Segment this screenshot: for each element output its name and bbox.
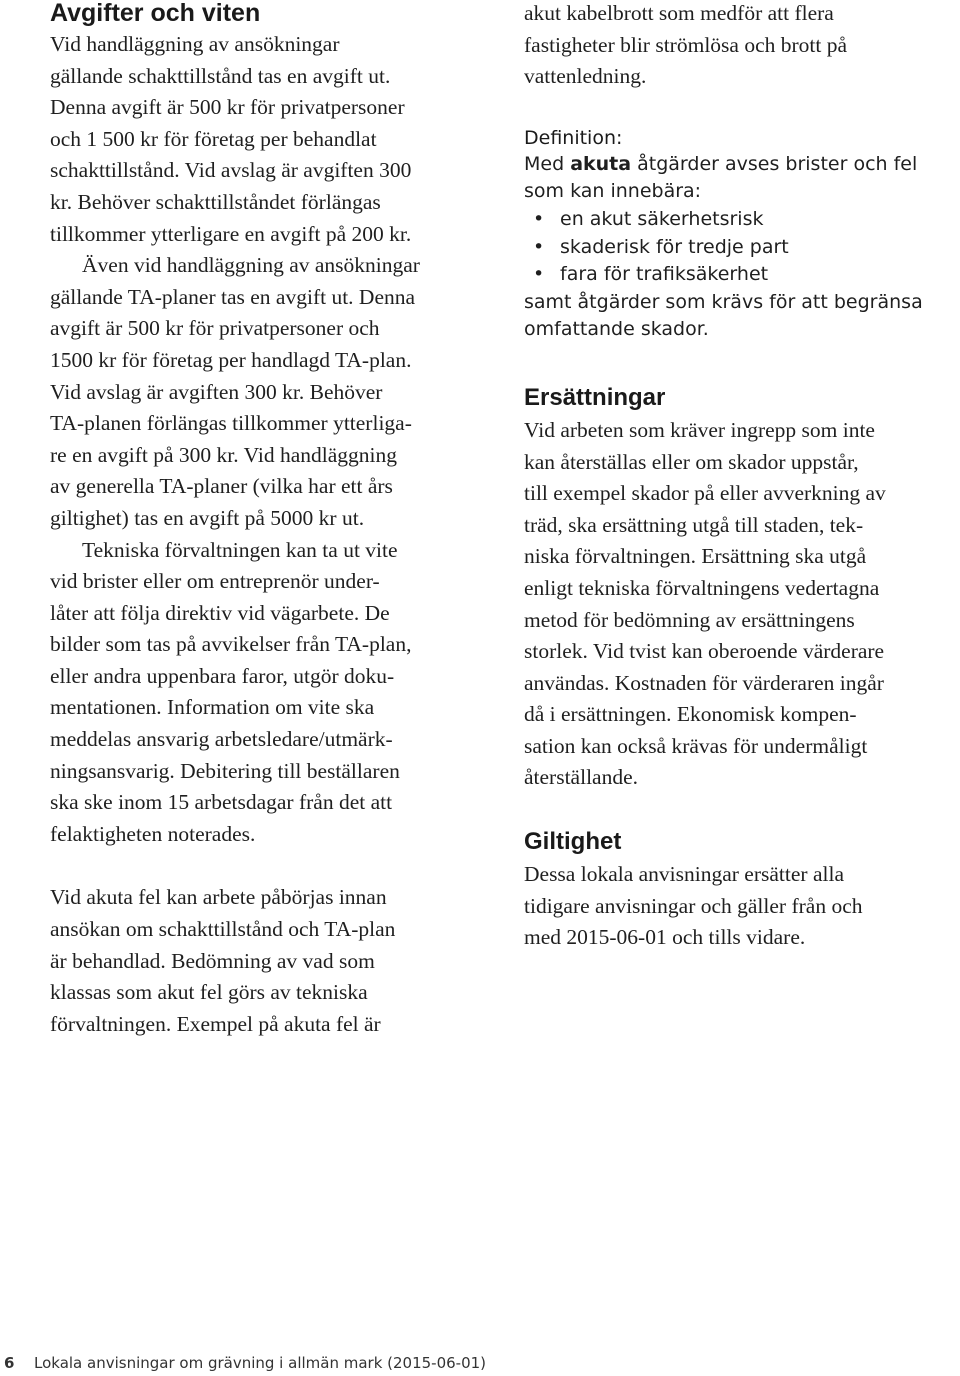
text-line: då i ersättningen. Ekonomisk kompen- bbox=[524, 702, 857, 727]
paragraph-schakttillstand-fees bbox=[50, 29, 490, 250]
bullet-icon: • bbox=[533, 207, 545, 230]
text-line: vattenledning. bbox=[524, 64, 647, 89]
text-line: kr. Behöver schakttillståndet förlängas bbox=[50, 189, 381, 214]
text-line: Vid handläggning av ansökningar bbox=[50, 32, 340, 56]
text-line: tidigare anvisningar och gäller från och bbox=[524, 893, 863, 918]
term-akuta: akuta bbox=[570, 152, 632, 175]
paragraph-vite bbox=[50, 535, 490, 851]
bullet-icon: • bbox=[533, 235, 545, 258]
text-line: återställande. bbox=[524, 765, 639, 790]
right-column bbox=[524, 0, 960, 954]
list-item bbox=[524, 206, 960, 234]
definition-intro-line2: som kan innebära: bbox=[524, 180, 702, 203]
text-line: gällande TA-planer tas en avgift ut. Denna bbox=[50, 284, 416, 309]
text-line: ansökan om schakttillstånd och TA-plan bbox=[50, 917, 396, 942]
definition-bullet-list bbox=[524, 206, 960, 289]
text-line: re en avgift på 300 kr. Vid handläggning bbox=[50, 442, 398, 467]
text-line: och 1 500 kr för företag per behandlat bbox=[50, 126, 377, 151]
text-line: Även vid handläggning av ansökningar bbox=[82, 253, 420, 278]
text-line: är behandlad. Bedömning av vad som bbox=[50, 948, 375, 973]
paragraph-giltighet bbox=[524, 859, 960, 954]
footer-title: Lokala anvisningar om grävning i allmän mark (2015-06-01) bbox=[34, 1354, 487, 1372]
text-line: fastigheter blir strömlösa och brott på bbox=[524, 32, 848, 57]
left-column bbox=[50, 0, 490, 1040]
heading-ersattningar: Ersättningar bbox=[524, 383, 666, 411]
text-line: kan återställas eller om skador uppstår, bbox=[524, 449, 859, 474]
text-line: till exempel skador på eller avverkning av bbox=[524, 481, 886, 506]
text-line: tillkommer ytterligare en avgift på 200 kr. bbox=[50, 221, 412, 246]
list-item bbox=[524, 234, 960, 262]
definition-heading: Definition: bbox=[524, 126, 623, 149]
bullet-text: fara för trafiksäkerhet bbox=[560, 263, 769, 286]
text-line: bilder som tas på avvikelser från TA-plan, bbox=[50, 632, 412, 657]
text-line: Vid akuta fel kan arbete påbörjas innan bbox=[50, 885, 387, 910]
intro-before: Med bbox=[524, 152, 571, 175]
text-line: storlek. Vid tvist kan oberoende värderare bbox=[524, 639, 885, 664]
text-line: med 2015-06-01 och tills vidare. bbox=[524, 925, 806, 950]
text-line: Vid avslag är avgiften 300 kr. Behöver bbox=[50, 379, 383, 404]
heading-avgifter: Avgifter och viten bbox=[50, 0, 261, 27]
text-line: eller andra uppenbara faror, utgör doku- bbox=[50, 663, 395, 688]
text-line: schakttillstånd. Vid avslag är avgiften 300 bbox=[50, 158, 412, 183]
text-line: omfattande skador. bbox=[524, 318, 709, 341]
bullet-icon: • bbox=[533, 263, 545, 286]
text-line: mentationen. Information om vite ska bbox=[50, 695, 375, 720]
text-line: ningsansvarig. Debitering till beställaren bbox=[50, 758, 400, 783]
paragraph-ta-plan-fees bbox=[50, 250, 490, 534]
text-line: Tekniska förvaltningen kan ta ut vite bbox=[82, 537, 398, 562]
text-line: förvaltningen. Exempel på akuta fel är bbox=[50, 1011, 381, 1036]
text-line: avgift är 500 kr för privatpersoner och bbox=[50, 316, 380, 341]
text-line: Dessa lokala anvisningar ersätter alla bbox=[524, 862, 844, 887]
text-line: träd, ska ersättning utgå till staden, tek- bbox=[524, 512, 864, 537]
list-item bbox=[524, 261, 960, 289]
text-line: TA-planen förlängas tillkommer ytterliga- bbox=[50, 411, 412, 436]
text-line: Vid arbeten som kräver ingrepp som inte bbox=[524, 417, 875, 442]
text-line: akut kabelbrott som medför att flera bbox=[524, 1, 834, 25]
text-line: vid brister eller om entreprenör under- bbox=[50, 569, 380, 594]
text-line: enligt tekniska förvaltningens vedertagna bbox=[524, 575, 880, 600]
paragraph-akuta-fel-continued bbox=[524, 0, 960, 93]
paragraph-akuta-fel bbox=[50, 882, 490, 1040]
text-line: användas. Kostnaden för värderaren ingår bbox=[524, 670, 884, 695]
text-line: gällande schakttillstånd tas en avgift ut. bbox=[50, 63, 391, 88]
text-line: ska ske inom 15 arbetsdagar från det att bbox=[50, 790, 393, 815]
text-line: 1500 kr för företag per handlagd TA-plan. bbox=[50, 347, 412, 372]
text-line: meddelas ansvarig arbetsledare/utmärk- bbox=[50, 727, 393, 752]
text-line: av generella TA-planer (vilka har ett års bbox=[50, 474, 393, 499]
intro-after: åtgärder avses brister och fel bbox=[631, 152, 918, 175]
bullet-text: en akut säkerhetsrisk bbox=[560, 207, 764, 230]
text-line: giltighet) tas en avgift på 5000 kr ut. bbox=[50, 505, 365, 530]
text-line: sation kan också krävas för undermåligt bbox=[524, 733, 868, 758]
definition-box bbox=[524, 125, 960, 344]
text-line: niska förvaltningen. Ersättning ska utgå bbox=[524, 544, 867, 569]
definition-intro bbox=[524, 151, 960, 206]
text-line: klassas som akut fel görs av tekniska bbox=[50, 980, 368, 1005]
text-line: samt åtgärder som krävs för att begränsa bbox=[524, 290, 923, 313]
definition-intro-line1 bbox=[524, 151, 960, 179]
page-number: 6 bbox=[4, 1354, 15, 1372]
heading-giltighet: Giltighet bbox=[524, 828, 622, 856]
definition-outro bbox=[524, 289, 960, 344]
text-line: Denna avgift är 500 kr för privatpersoner bbox=[50, 95, 405, 120]
paragraph-ersattningar bbox=[524, 415, 960, 794]
text-line: metod för bedömning av ersättningens bbox=[524, 607, 855, 632]
bullet-text: skaderisk för tredje part bbox=[560, 235, 789, 258]
text-line: låter att följa direktiv vid vägarbete. De bbox=[50, 600, 390, 625]
text-line: felaktigheten noterades. bbox=[50, 821, 256, 846]
